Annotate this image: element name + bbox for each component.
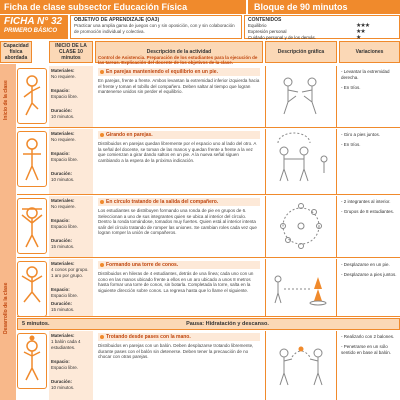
bullet-icon: [100, 70, 104, 74]
activity-row: [17, 66, 400, 128]
duration-value: 15 minutos.: [51, 244, 75, 249]
activity-variations: [339, 196, 400, 257]
activity-description: [95, 129, 263, 194]
materials-label: Materiales:: [51, 261, 75, 266]
materials-value: 4 conos por grupo. 1 aro por grupo.: [51, 267, 89, 278]
activity-row: [17, 129, 400, 195]
variation-item: - Giro a pies juntos.: [341, 132, 381, 137]
content-label: Equilibrio: [248, 23, 267, 28]
activity-variations: [339, 259, 400, 316]
materials-label: Materiales:: [51, 333, 75, 338]
activity-graphic: [265, 66, 337, 127]
variation-item: - Grupos de 8 estudiantes.: [341, 209, 395, 214]
materials-label: Materiales:: [51, 131, 75, 136]
activity-meta: [49, 196, 93, 257]
materials-value: No requiere.: [51, 204, 76, 209]
space-label: Espacio:: [51, 88, 70, 93]
contents-title: CONTENIDOS: [248, 17, 282, 23]
pause-minutes: 5 minutos.: [22, 321, 50, 327]
activity-graphic: [265, 331, 337, 400]
activity-graphic: [265, 259, 337, 316]
figure-strength-icon: [17, 198, 47, 254]
col-graphic: Descripción gráfica: [265, 41, 337, 63]
activity-meta: [49, 259, 93, 316]
space-label: Espacio:: [51, 218, 70, 223]
ficha-level: PRIMERO BÁSICO: [4, 28, 58, 34]
sidebar-middle: Desarrollo de la clase: [3, 282, 9, 334]
col-capacity: Capacidad física abordada: [0, 41, 32, 63]
figure-turning-icon: [17, 131, 47, 187]
duration-value: 10 minutos.: [51, 385, 75, 390]
activity-description: [95, 196, 263, 257]
duration-value: 15 minutos.: [51, 307, 75, 312]
figure-balance-icon: [17, 68, 47, 124]
sidebar: [0, 64, 16, 400]
variation-item: - Desplazarse en un pie.: [341, 262, 390, 267]
content-stars: ★: [356, 35, 361, 41]
duration-label: Duración:: [51, 301, 73, 306]
activity-title: Formando una torre de conos.: [106, 262, 179, 268]
duration-label: Duración:: [51, 171, 73, 176]
content-stars: ★★: [356, 29, 365, 35]
duration-label: Duración:: [51, 379, 73, 384]
activity-graphic: [265, 196, 337, 257]
activity-title: En círculo tratando de la salida del compañero.: [106, 199, 219, 205]
page-title: Ficha de clase subsector Educación Física: [4, 2, 188, 12]
duration-value: 10 minutos.: [51, 114, 75, 119]
pause-bar: [17, 318, 400, 330]
duration-label: Duración:: [51, 108, 73, 113]
variation-item: - 2 integrantes al interior.: [341, 199, 391, 204]
variation-item: - En tríos.: [341, 142, 361, 147]
activity-variations: [339, 129, 400, 194]
bullet-icon: [100, 133, 104, 137]
objective-title: OBJETIVO DE APRENDIZAJE (OA3): [74, 17, 160, 23]
activity-text: Distribuidos en parejas con un balón. Deben desplazarse trotando libremente, durante pases con el balón sin detenerse. Deben tener la precaución de no chocar con otras parejas.: [98, 343, 254, 359]
duration-label: Duración:: [51, 238, 73, 243]
pause-text: Pausa: Hidratación y descanso.: [186, 321, 269, 327]
materials-label: Materiales:: [51, 198, 75, 203]
activity-variations: [339, 66, 400, 127]
ficha-badge: [0, 15, 68, 39]
objective-text: Practicar una amplia gama de juegos con y sin oposición, con y sin colaboración de promoción individual y colectiva.: [74, 23, 235, 34]
content-label: Expresión personal: [248, 29, 287, 34]
contents-box: [244, 15, 400, 39]
activity-graphic: [265, 129, 337, 194]
activity-title: Trotando desde pases con la mano.: [106, 334, 191, 340]
variation-item: - Levantar la extremidad derecha.: [341, 69, 390, 80]
activity-meta: [49, 66, 93, 127]
sidebar-top: Inicio de la clase: [3, 80, 9, 120]
space-label: Espacio:: [51, 151, 70, 156]
variation-item: - Penetrarse en un sólo sentido en base al balón.: [341, 344, 392, 355]
col-variations: Variaciones: [339, 41, 400, 63]
activity-description: [95, 331, 263, 400]
activity-title: En parejas manteniendo el equilibrio en un pie.: [106, 69, 218, 75]
activity-text: Distribuidos en parejas quedan libremente por el espacio uno al lado del otro. A la señal del docente, se toman de las manos y quedan frente a frente a la vez que comienzan a girar dando saltos en un pie. A la nueva señal siguen cambiando a la espera de la próxima indicación.: [98, 141, 257, 163]
variation-item: - En tríos.: [341, 85, 361, 90]
space-label: Espacio:: [51, 359, 70, 364]
space-value: Espacio libre.: [51, 224, 79, 229]
ficha-number: FICHA N° 32: [4, 16, 63, 27]
duration-value: 10 minutos.: [51, 177, 75, 182]
activity-row: [17, 259, 400, 317]
space-value: Espacio libre.: [51, 94, 79, 99]
activity-title: Girando en parejas.: [106, 132, 153, 138]
page-header: [0, 0, 400, 14]
block-label: Bloque de 90 minutos: [246, 0, 348, 14]
figure-ball-icon: [17, 333, 47, 389]
materials-label: Materiales:: [51, 68, 75, 73]
space-value: Espacio libre.: [51, 365, 79, 370]
activity-text: Los estudiantes se distribuyen formando una ronda de pie en grupos de 6. Seleccionan a uno de sus integrantes quien se ubica al interior del círculo. Dentro la ronda tomándose, tomados muy fuertes. Quien está al interior intenta salir del círculo tratando de romper las uniones. Se cambian roles cada vez que logran romper la unión de compañeros.: [98, 208, 257, 235]
col-start: INICIO DE LA CLASE 10 minutos: [49, 41, 93, 63]
activity-meta: [49, 331, 93, 400]
activity-description: [95, 259, 263, 316]
space-label: Espacio:: [51, 287, 70, 292]
materials-value: No requiere.: [51, 74, 76, 79]
space-value: Espacio libre.: [51, 157, 79, 162]
activity-row: [17, 196, 400, 258]
content-stars: ★★★: [356, 23, 370, 29]
bullet-icon: [100, 200, 104, 204]
activity-variations: [339, 331, 400, 400]
activity-text: En parejas, frente a frente. Ambos levantan la extremidad inferior izquierda hacia el frente y toman el tobillo del compañero. Deben saltar al tiempo que logran mantenerse unidos sin perder el equilibrio.: [98, 78, 260, 94]
activity-meta: [49, 129, 93, 194]
intro-text: Control de Asistencia. Preparación de los estudiantes para la ejecución de las tareas. Explicación del docente de los objetivos de la clase.: [98, 55, 258, 65]
objective-box: [70, 15, 242, 39]
activity-row: [17, 331, 400, 400]
materials-value: 1 balón cada 4 estudiantes.: [51, 339, 81, 350]
variation-item: - Realizarlo con 2 balones.: [341, 334, 395, 339]
bullet-icon: [100, 335, 104, 339]
bullet-icon: [100, 263, 104, 267]
variation-item: - Desplazarse a pies juntos.: [341, 272, 397, 277]
space-value: Espacio libre.: [51, 293, 79, 298]
figure-jump-icon: [17, 261, 47, 317]
col-description: Descripción de la actividad: [95, 41, 263, 63]
activity-description: [95, 66, 263, 127]
activity-text: Distribuidos en hileras de 4 estudiantes, detrás de una línea; cada uno con un cono en las manos ubicado frente a ellos en un aro ubicado a unos 8 metros hasta formar una torre de conos, sin botarla. Completada la torre, salta en la siguiente dirección sobre conos. La regresa hasta que lo llame el siguiente.: [98, 271, 254, 293]
materials-value: No requiere.: [51, 137, 76, 142]
content-label: Cuidado personal y de los demás.: [248, 35, 317, 40]
